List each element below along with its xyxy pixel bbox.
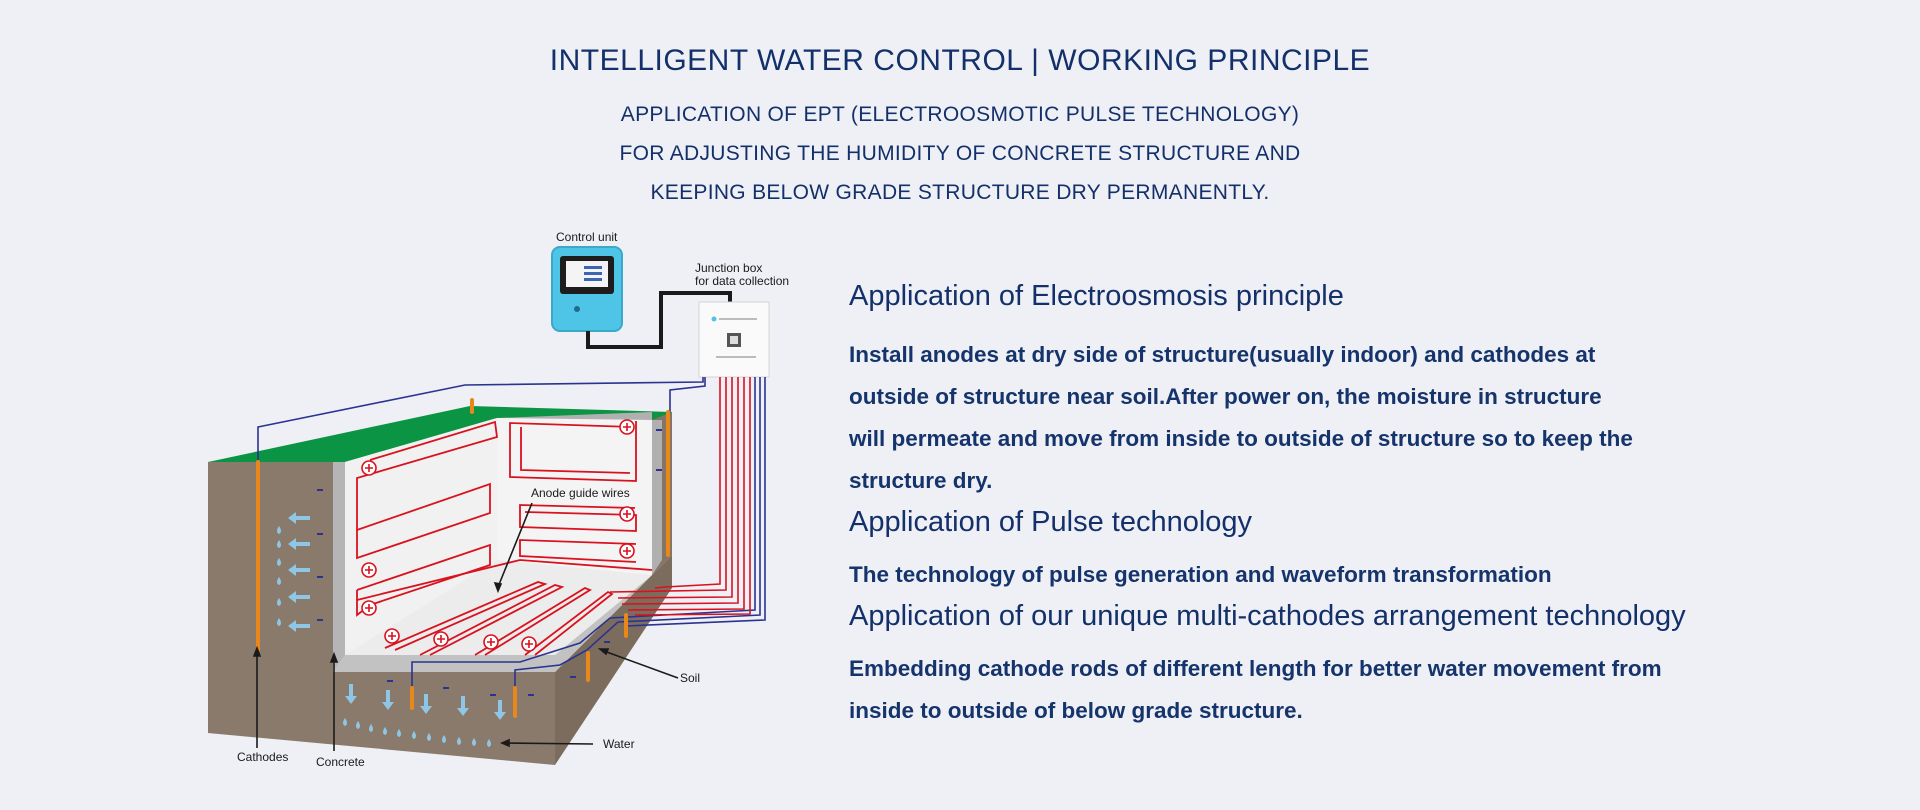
page-title: INTELLIGENT WATER CONTROL | WORKING PRINCIPLE [549,44,1371,77]
subtitle-line-1: APPLICATION OF EPT (ELECTROOSMOTIC PULSE TECHNOLOGY) [620,103,1300,126]
section-multi-cathodes [849,600,1849,723]
section-body [849,334,1633,502]
anode-guide-wires-label: Anode guide wires [531,486,630,500]
control-unit-logo [574,306,580,312]
section-pulse-technology [849,506,1849,587]
junction-box-text-2 [716,356,756,358]
section-text-line: Install anodes at dry side of structure(usually indoor) and cathodes at [849,342,1596,367]
junction-box-logo [712,317,717,322]
junction-box-label-1: Junction box [695,261,763,275]
concrete-label: Concrete [316,755,365,769]
cathodes-label: Cathodes [237,750,289,764]
subtitle-line-2: FOR ADJUSTING THE HUMIDITY OF CONCRETE STRUCTURE AND [619,142,1301,165]
section-text-line: structure dry. [849,468,993,493]
control-unit-display-bar-2 [584,272,602,275]
control-unit-display-bar-3 [584,278,602,281]
control-unit-label: Control unit [556,230,618,244]
section-text-line: inside to outside of below grade structure. [849,698,1303,723]
diagram-svg [195,222,815,782]
section-text-line: outside of structure near soil.After power on, the moisture in structure [849,384,1602,409]
soil-label: Soil [680,671,701,685]
water-label: Water [603,737,635,751]
section-body [849,554,1552,596]
subtitle-line-3: KEEPING BELOW GRADE STRUCTURE DRY PERMANENTLY. [650,181,1270,204]
section-title: Application of Electroosmosis principle [849,280,1344,312]
working-principle-diagram [195,222,815,782]
junction-box-label-2: for data collection [695,274,790,288]
junction-box-text [719,318,757,320]
control-unit-display-bar [584,266,602,269]
section-title: Application of our unique multi-cathodes arrangement technology [849,600,1686,632]
section-text-line: Embedding cathode rods of different length for better water movement from [849,656,1662,681]
section-text-line: The technology of pulse generation and waveform transformation [849,562,1552,587]
qr-code-inner [730,336,738,344]
section-text-line: will permeate and move from inside to outside of structure so to keep the [849,426,1633,451]
concrete-wall-left [333,462,345,672]
section-electroosmosis [849,280,1849,493]
section-body [849,648,1662,732]
section-title: Application of Pulse technology [849,506,1253,538]
